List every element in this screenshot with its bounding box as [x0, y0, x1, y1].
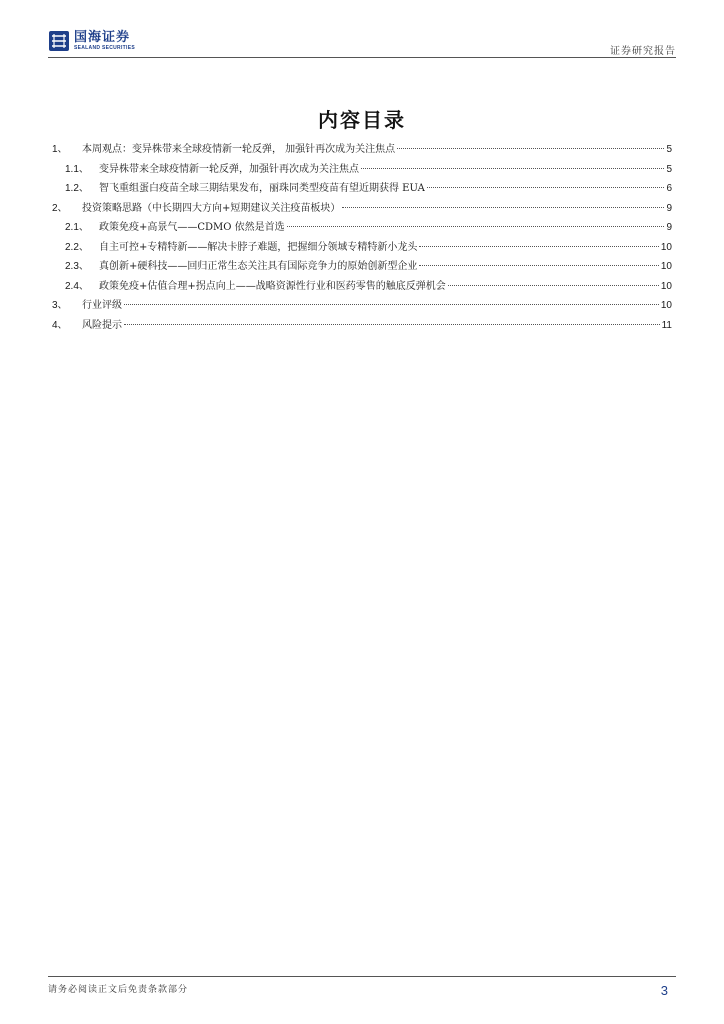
toc-entry[interactable] — [52, 160, 672, 180]
toc-entry[interactable] — [52, 257, 672, 277]
toc-entry-page[interactable]: 9 — [666, 222, 672, 233]
toc-dot-leader — [287, 226, 665, 227]
toc-entry[interactable] — [52, 296, 672, 316]
toc-entry-title[interactable]: 投资策略思路（中长期四大方向+短期建议关注疫苗板块） — [82, 202, 341, 214]
toc-dot-leader — [124, 304, 659, 305]
toc-entry-page[interactable]: 5 — [666, 144, 672, 155]
toc-entry[interactable] — [52, 238, 672, 258]
toc-entry-number: 2.2、 — [65, 241, 89, 253]
toc-dot-leader — [448, 285, 659, 286]
toc-entry-page[interactable]: 10 — [660, 300, 672, 311]
toc-entry[interactable] — [52, 179, 672, 199]
toc-entry-number: 3、 — [52, 300, 68, 311]
toc-entry-page[interactable]: 10 — [660, 261, 672, 272]
toc-dot-leader — [124, 324, 660, 325]
toc-entry-title[interactable]: 变异株带来全球疫情新一轮反弹，加强针再次成为关注焦点 — [99, 163, 359, 175]
footer-disclaimer: 请务必阅读正文后免责条款部分 — [48, 985, 189, 995]
toc-dot-leader — [427, 187, 665, 188]
toc-entry[interactable] — [52, 140, 672, 160]
toc-dot-leader — [419, 246, 658, 247]
toc-entry-title[interactable]: 政策免疫+高景气——CDMO 依然是首选 — [99, 222, 285, 233]
sealand-logo-icon — [48, 30, 70, 52]
toc-dot-leader — [419, 265, 658, 266]
toc-entry-number: 2.4、 — [65, 280, 89, 292]
toc-entry-title[interactable]: 风险提示 — [82, 319, 122, 331]
toc-entry-title[interactable]: 行业评级 — [82, 300, 122, 311]
toc-entry[interactable] — [52, 218, 672, 238]
toc-entry-page[interactable]: 5 — [666, 163, 672, 175]
page-header — [48, 30, 676, 58]
header-divider — [48, 57, 676, 58]
toc-entry-number: 2.1、 — [65, 222, 89, 233]
toc-entry-page[interactable]: 11 — [661, 319, 672, 331]
toc-entry-number: 2、 — [52, 202, 68, 214]
toc-dot-leader — [342, 207, 664, 208]
toc-entry-number: 4、 — [52, 319, 68, 331]
toc-entry-page[interactable]: 9 — [666, 202, 672, 214]
toc-entry[interactable] — [52, 199, 672, 219]
page-number: 3 — [660, 983, 668, 998]
footer-divider — [48, 976, 676, 977]
toc-entry-number: 1.2、 — [65, 183, 89, 194]
toc-entry-title[interactable]: 真创新+硬科技——回归正常生态关注具有国际竞争力的原始创新型企业 — [99, 261, 418, 272]
toc-entry-number: 1、 — [52, 144, 68, 155]
toc-entry[interactable] — [52, 316, 672, 336]
toc-dot-leader — [361, 168, 664, 169]
toc-dot-leader — [397, 148, 664, 149]
logo-chinese-name: 国海证券 — [74, 30, 131, 45]
toc-entry-number: 2.3、 — [65, 261, 89, 272]
toc-entry-title[interactable]: 政策免疫+估值合理+拐点向上——战略资源性行业和医药零售的触底反弹机会 — [99, 280, 446, 292]
report-type-label: 证券研究报告 — [610, 46, 676, 57]
toc-entry-title[interactable]: 自主可控+专精特新——解决卡脖子难题，把握细分领域专精特新小龙头 — [99, 241, 418, 253]
toc-entry-number: 1.1、 — [65, 163, 89, 175]
company-logo — [48, 30, 135, 52]
toc-entry[interactable] — [52, 277, 672, 297]
toc-entry-page[interactable]: 6 — [666, 183, 672, 194]
toc-entry-page[interactable]: 10 — [660, 241, 672, 253]
toc-entry-title[interactable]: 智飞重组蛋白疫苗全球三期结果发布，丽珠同类型疫苗有望近期获得 EUA — [99, 183, 425, 194]
toc-entry-page[interactable]: 10 — [660, 280, 672, 292]
table-of-contents — [52, 140, 672, 335]
logo-english-name: SEALAND SECURITIES — [74, 45, 135, 51]
toc-entry-title[interactable]: 本周观点：变异株带来全球疫情新一轮反弹， 加强针再次成为关注焦点 — [82, 144, 396, 155]
toc-title: 内容目录 — [318, 108, 406, 132]
